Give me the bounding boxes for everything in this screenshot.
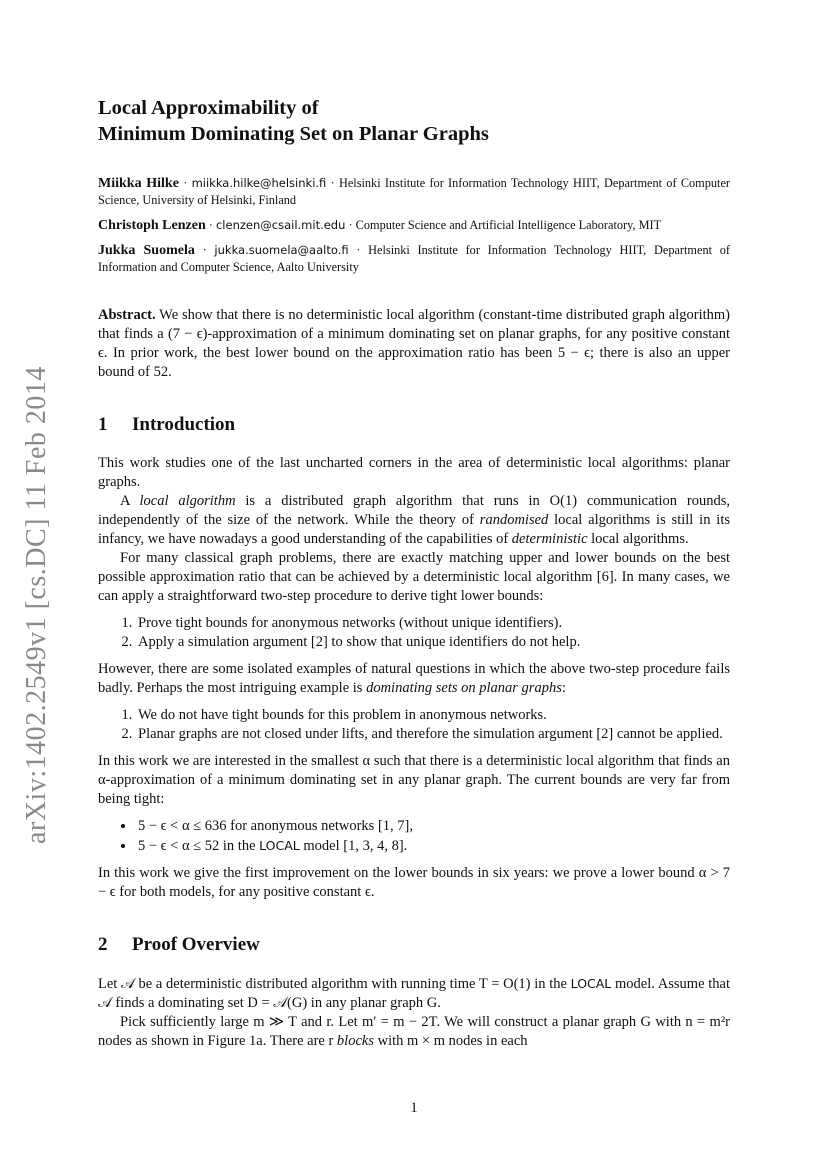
paragraph: Pick sufficiently large m ≫ T and r. Let m′ = m − 2T. We will construct a planar graph G with n = m²r nodes as shown in Figure 1a. There are r blocks with m × m nodes in each (98, 1014, 730, 1049)
abstract (98, 306, 730, 382)
emphasis: randomised (479, 512, 549, 528)
author-entry (98, 217, 730, 234)
section-title: Introduction (132, 414, 236, 435)
list-item: • 5 − ϵ < α ≤ 52 in the LOCAL model [1, 3, 4, 8]. (136, 836, 730, 856)
section-title: Proof Overview (132, 934, 260, 955)
author-name: Miikka Hilke (98, 176, 179, 191)
paragraph: For many classical graph problems, there are exactly matching upper and lower bounds on the best possible approximation ratio that can be achieved by a deterministic local algorithm [6]. In many cases, we can apply a straightforward two-step procedure to derive tight lower bounds: (98, 550, 730, 604)
section-heading (98, 414, 730, 436)
paper-title (98, 95, 730, 147)
separator: · (345, 218, 356, 232)
abstract-text: We show that there is no deterministic local algorithm (constant-time distributed graph algorithm) that finds a (7 − ϵ)-approximation of a minimum dominating set on planar graphs, for any positive constant ϵ. In prior work, the best lower bound on the approximation ratio has been 5 − ϵ; there is also an upper bound of 52. (98, 307, 730, 380)
bullet-list (98, 817, 730, 856)
separator: · (194, 243, 215, 257)
numbered-list (98, 706, 730, 744)
author-email[interactable]: clenzen@csail.mit.edu (215, 218, 346, 232)
emphasis: dominating sets on planar graphs (366, 680, 562, 696)
author-email[interactable]: jukka.suomela@aalto.fi (214, 243, 349, 257)
numbered-list (98, 614, 730, 652)
author-affiliation: Helsinki Institute for Information Technology HIIT, Department of Information and Computer Science, Aalto University (98, 243, 730, 274)
paragraph: Let 𝒜 be a deterministic distributed algorithm with running time T = O(1) in the LOCAL model. Assume that 𝒜 finds a dominating set D = 𝒜(G) in any planar graph G. (98, 976, 730, 1011)
author-entry (98, 175, 730, 209)
section-heading (98, 934, 730, 956)
emphasis: local algorithm (139, 493, 236, 509)
paragraph: In this work we give the first improvement on the lower bounds in six years: we prove a lower bound α > 7 − ϵ for both models, for any positive constant ϵ. (98, 865, 730, 900)
paper-body (98, 95, 730, 1051)
emphasis: blocks (336, 1033, 374, 1049)
paragraph: In this work we are interested in the smallest α such that there is a deterministic local algorithm that finds an α-approximation of a minimum dominating set in any planar graph. The current bounds are very far from being tight: (98, 753, 730, 807)
author-name: Christoph Lenzen (98, 218, 206, 233)
section-number: 2 (98, 934, 108, 955)
emphasis: deterministic (511, 531, 588, 547)
list-item: • 5 − ϵ < α ≤ 636 for anonymous networks [1, 7], (136, 817, 730, 836)
arxiv-sidebar (12, 366, 62, 844)
section-number: 1 (98, 414, 108, 435)
list-item: 2. Planar graphs are not closed under lifts, and therefore the simulation argument [2] cannot be applied. (136, 725, 730, 744)
author-affiliation: Computer Science and Artificial Intelligence Laboratory, MIT (355, 218, 662, 232)
separator: · (178, 176, 192, 190)
page-number: 1 (410, 1100, 418, 1116)
abstract-label: Abstract. (98, 307, 156, 323)
separator: · (348, 243, 369, 257)
list-item: 1. We do not have tight bounds for this problem in anonymous networks. (136, 706, 730, 725)
separator: · (205, 218, 216, 232)
title-line-2: Minimum Dominating Set on Planar Graphs (98, 123, 489, 145)
paragraph: A local algorithm is a distributed graph algorithm that runs in O(1) communication rounds, independently of the size of the network. While the theory of randomised local algorithms is still in its infancy, we have nowadays a good understanding of the capabilities of deterministic local algorithms. (98, 493, 731, 547)
list-item: 2. Apply a simulation argument [2] to show that unique identifiers do not help. (136, 633, 730, 652)
paragraph: This work studies one of the last uncharted corners in the area of deterministic local algorithms: planar graphs. (98, 455, 730, 490)
author-email[interactable]: miikka.hilke@helsinki.fi (191, 176, 327, 190)
title-line-1: Local Approximability of (98, 97, 319, 119)
paragraph: However, there are some isolated examples of natural questions in which the above two-step procedure fails badly. Perhaps the most intriguing example is dominating sets on planar graphs: (98, 661, 730, 696)
author-affiliation: Helsinki Institute for Information Technology HIIT, Department of Computer Science, University of Helsinki, Finland (98, 176, 730, 207)
author-entry (98, 242, 730, 276)
arxiv-identifier: arXiv:1402.2549v1 [cs.DC] 11 Feb 2014 (21, 366, 52, 844)
separator: · (326, 176, 339, 190)
author-name: Jukka Suomela (98, 243, 195, 258)
list-item: 1. Prove tight bounds for anonymous networks (without unique identifiers). (136, 614, 730, 633)
